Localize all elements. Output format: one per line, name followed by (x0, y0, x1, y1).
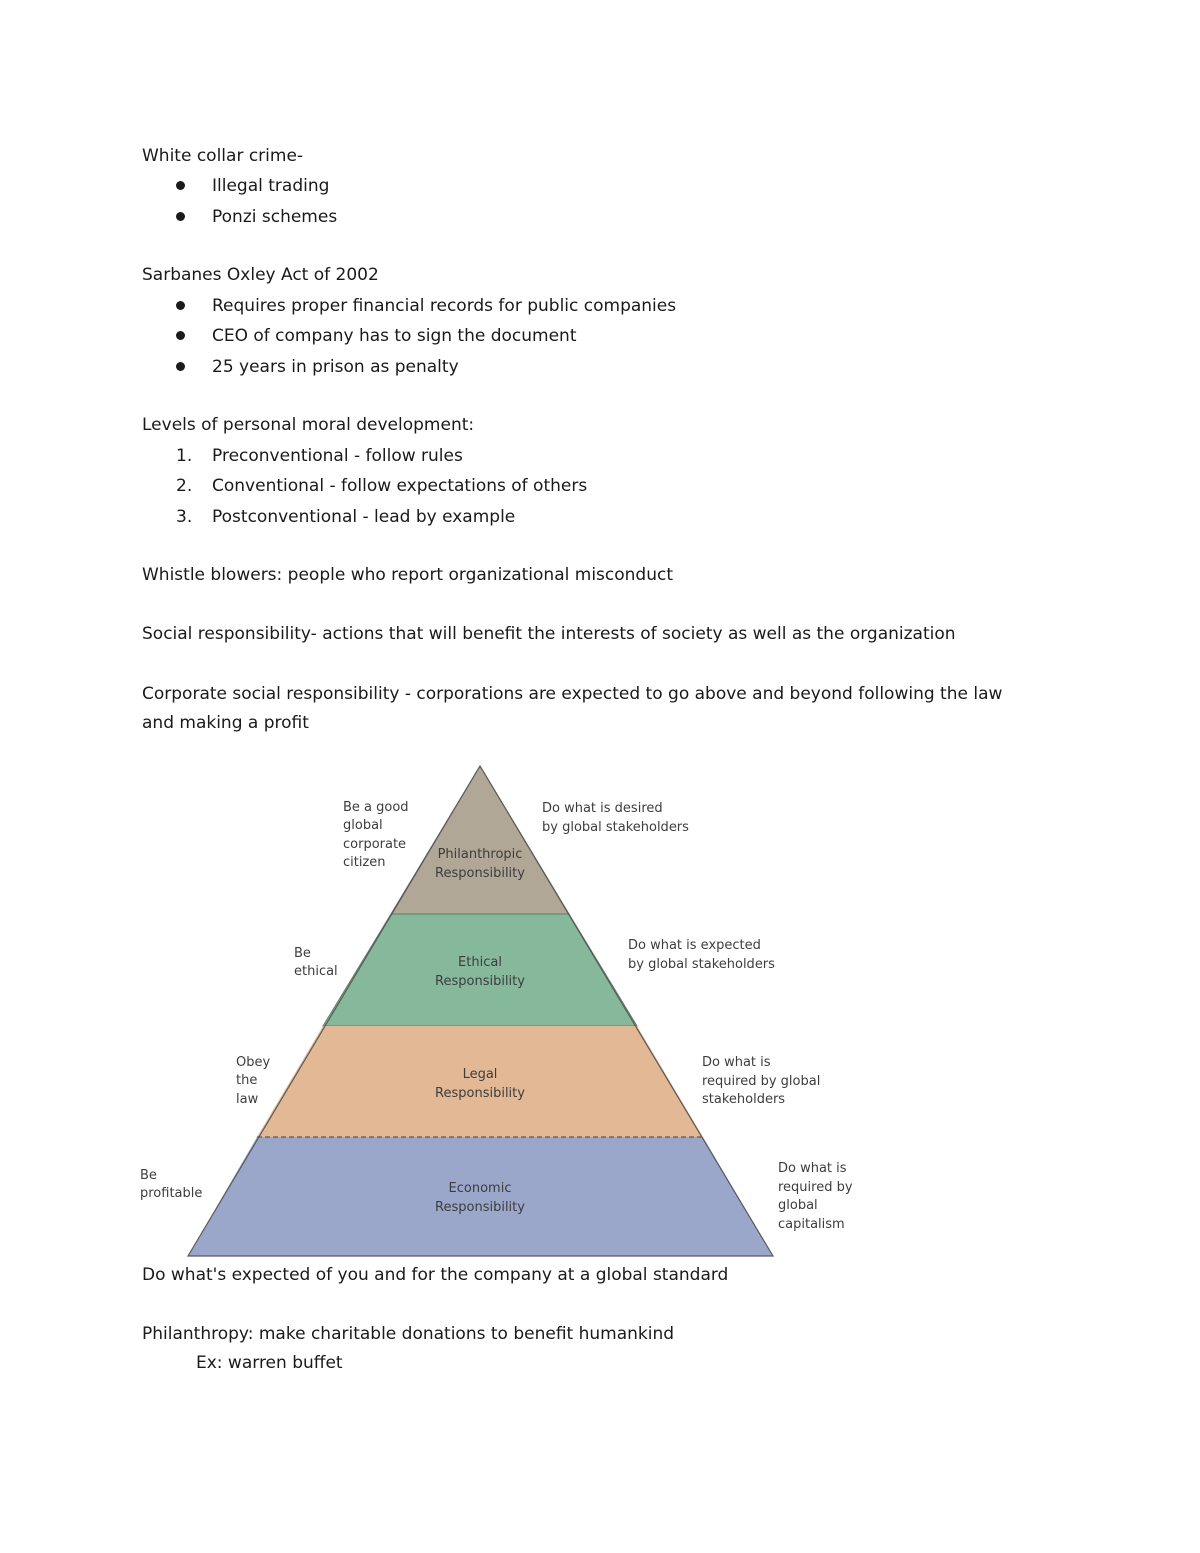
whistle-blowers-text: Whistle blowers: people who report organizational misconduct (142, 565, 673, 585)
side-label: Do what is (778, 1161, 847, 1176)
list-item: Illegal trading (212, 176, 330, 196)
sox-heading: Sarbanes Oxley Act of 2002 (142, 265, 379, 285)
side-label: ethical (294, 964, 338, 979)
philanthropy-text: Philanthropy: make charitable donations to benefit humankind (142, 1324, 675, 1344)
level-label: Legal (462, 1067, 498, 1082)
level-label: Responsibility (435, 1200, 525, 1215)
side-label: by global stakeholders (542, 820, 689, 835)
list-item: Postconventional - lead by example (212, 507, 516, 527)
side-label: Be (294, 946, 311, 961)
side-label: Be a good (343, 800, 409, 815)
pyramid-level-economic (188, 1137, 773, 1256)
side-label: Do what is expected (628, 938, 761, 953)
level-label: Responsibility (435, 866, 525, 881)
pyramid-level-philanthropic (391, 766, 569, 914)
side-label: global (778, 1198, 818, 1213)
side-label: profitable (140, 1186, 203, 1201)
global-standard-text: Do what's expected of you and for the company at a global standard (142, 1265, 729, 1285)
example-text: Ex: warren buffet (196, 1353, 343, 1373)
level-label: Philanthropic (437, 847, 523, 862)
side-label: Obey (236, 1055, 271, 1070)
list-number: 2. (176, 476, 193, 496)
list-item: Conventional - follow expectations of others (212, 476, 588, 496)
side-label: law (236, 1092, 259, 1107)
list-item: Requires proper financial records for public companies (212, 296, 677, 316)
side-label: Do what is desired (542, 801, 663, 816)
list-item: CEO of company has to sign the document (212, 326, 577, 346)
side-label: capitalism (778, 1217, 845, 1232)
side-label: Be (140, 1168, 157, 1183)
level-label: Responsibility (435, 974, 525, 989)
side-label: the (236, 1073, 258, 1088)
pyramid-level-ethical (323, 914, 637, 1026)
list-item: 25 years in prison as penalty (212, 357, 459, 377)
social-responsibility-text: Social responsibility- actions that will benefit the interests of society as well as the organization (142, 624, 956, 644)
list-number: 3. (176, 507, 193, 527)
list-item: Preconventional - follow rules (212, 446, 463, 466)
white-collar-heading: White collar crime- (142, 146, 304, 166)
side-label: corporate (343, 837, 407, 852)
level-label: Ethical (458, 955, 502, 970)
moral-heading: Levels of personal moral development: (142, 415, 475, 435)
csr-text-line-2: and making a profit (142, 713, 309, 733)
list-item: Ponzi schemes (212, 207, 338, 227)
side-label: Do what is (702, 1055, 771, 1070)
level-label: Economic (448, 1181, 512, 1196)
side-label: required by global (702, 1074, 821, 1089)
side-label: citizen (343, 855, 386, 870)
side-label: stakeholders (702, 1092, 786, 1107)
level-label: Responsibility (435, 1086, 525, 1101)
csr-text-line-1: Corporate social responsibility - corporations are expected to go above and beyond following the law (142, 684, 1003, 704)
list-number: 1. (176, 446, 193, 466)
side-label: global (343, 818, 383, 833)
side-label: by global stakeholders (628, 957, 775, 972)
side-label: required by (778, 1180, 853, 1195)
